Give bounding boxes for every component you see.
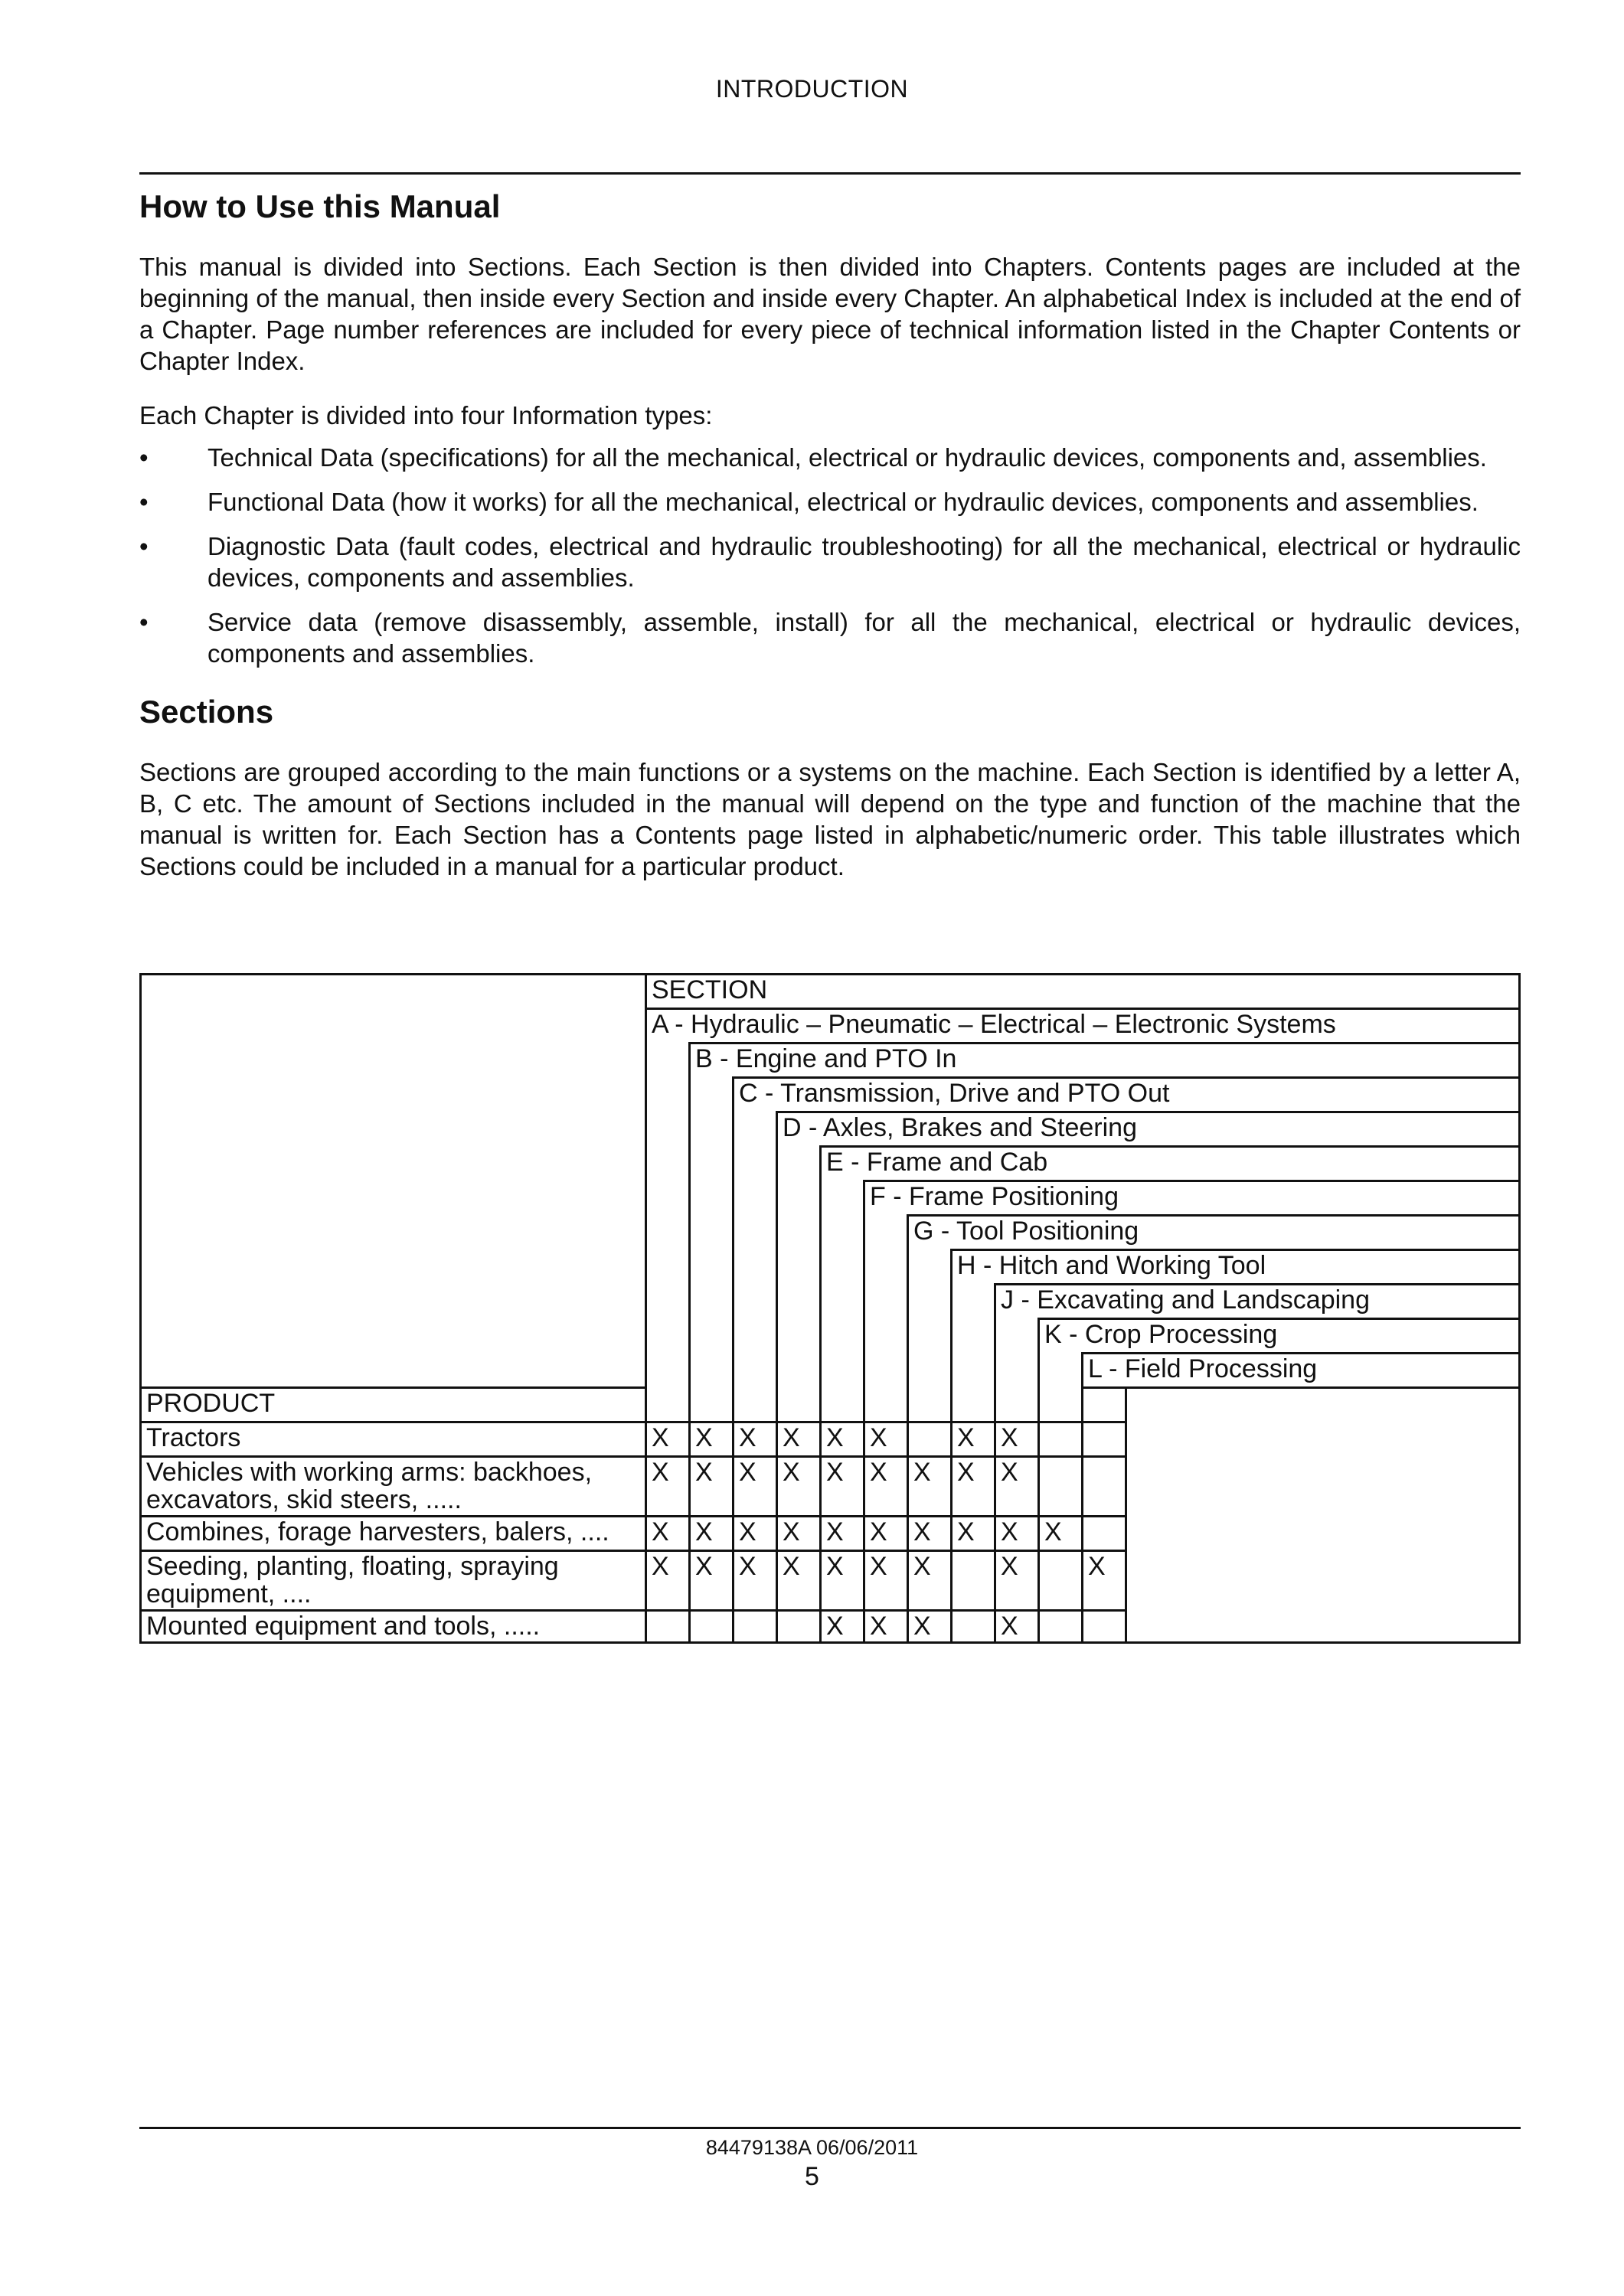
matrix-mark bbox=[688, 1515, 732, 1550]
matrix-mark-line: X bbox=[870, 1552, 887, 1581]
matrix-mark bbox=[732, 1609, 776, 1644]
matrix-mark bbox=[907, 1550, 950, 1609]
matrix-mark bbox=[776, 1609, 819, 1644]
section-label bbox=[994, 1283, 1521, 1318]
matrix-mark bbox=[819, 1421, 863, 1455]
matrix-mark-line: X bbox=[1001, 1517, 1018, 1546]
matrix-mark bbox=[1081, 1455, 1125, 1515]
matrix-mark-line: X bbox=[957, 1517, 975, 1546]
matrix-mark bbox=[1037, 1550, 1081, 1609]
matrix-mark-line: X bbox=[783, 1552, 800, 1581]
section-label-line: H - Hitch and Working Tool bbox=[957, 1251, 1266, 1280]
matrix-mark-line: X bbox=[739, 1458, 756, 1487]
matrix-mark bbox=[1037, 1515, 1081, 1550]
list-item-text: Diagnostic Data (fault codes, electrical and hydraulic troubleshooting) for all the mechanical, electrical or hydraulic devices, components and assemblies. bbox=[207, 532, 1521, 592]
matrix-mark bbox=[1081, 1515, 1125, 1550]
matrix-mark bbox=[863, 1515, 907, 1550]
matrix-mark bbox=[1081, 1550, 1125, 1609]
matrix-mark bbox=[1037, 1609, 1081, 1644]
matrix-mark bbox=[776, 1455, 819, 1515]
matrix-mark-line: X bbox=[783, 1423, 800, 1452]
matrix-mark-line: X bbox=[739, 1552, 756, 1581]
heading-sections: Sections bbox=[139, 694, 274, 730]
matrix-mark bbox=[732, 1455, 776, 1515]
matrix-mark bbox=[994, 1421, 1037, 1455]
matrix-mark-line: X bbox=[913, 1458, 931, 1487]
matrix-mark-line: X bbox=[739, 1517, 756, 1546]
matrix-mark bbox=[907, 1515, 950, 1550]
product-label-line: Seeding, planting, floating, spraying bbox=[146, 1552, 559, 1581]
matrix-mark bbox=[863, 1421, 907, 1455]
matrix-mark bbox=[645, 1455, 688, 1515]
matrix-mark-line: X bbox=[695, 1458, 713, 1487]
product-label bbox=[139, 1609, 645, 1644]
product-header bbox=[139, 1386, 645, 1421]
matrix-mark-line: X bbox=[870, 1423, 887, 1452]
matrix-mark-line: X bbox=[739, 1423, 756, 1452]
section-label bbox=[863, 1180, 1521, 1214]
matrix-mark bbox=[776, 1550, 819, 1609]
matrix-mark bbox=[776, 1421, 819, 1455]
matrix-mark bbox=[732, 1421, 776, 1455]
section-label bbox=[732, 1076, 1521, 1111]
product-label-line: Tractors bbox=[146, 1423, 241, 1452]
section-label-line: D - Axles, Brakes and Steering bbox=[783, 1113, 1138, 1142]
matrix-mark-line: X bbox=[957, 1423, 975, 1452]
matrix-mark bbox=[950, 1455, 994, 1515]
matrix-mark bbox=[1081, 1609, 1125, 1644]
list-item-text: Technical Data (specifications) for all the mechanical, electrical or hydraulic devices, components and, assemblies. bbox=[207, 443, 1487, 472]
section-label bbox=[1037, 1318, 1521, 1352]
matrix-mark bbox=[688, 1550, 732, 1609]
section-label bbox=[645, 1008, 1521, 1042]
matrix-mark-line: X bbox=[957, 1458, 975, 1487]
matrix-mark-line: X bbox=[913, 1517, 931, 1546]
bullet-icon: • bbox=[139, 532, 149, 560]
matrix-mark-line: X bbox=[1044, 1517, 1062, 1546]
matrix-mark-line: X bbox=[913, 1552, 931, 1581]
bullet-icon: • bbox=[139, 443, 149, 472]
matrix-mark bbox=[645, 1550, 688, 1609]
matrix-mark-line: X bbox=[826, 1517, 844, 1546]
matrix-mark-line: X bbox=[1001, 1423, 1018, 1452]
heading-how-to-use: How to Use this Manual bbox=[139, 188, 501, 224]
matrix-mark bbox=[907, 1421, 950, 1455]
matrix-mark bbox=[1037, 1421, 1081, 1455]
matrix-mark bbox=[819, 1609, 863, 1644]
product-label-line: Vehicles with working arms: backhoes, bbox=[146, 1458, 593, 1487]
section-label-line: E - Frame and Cab bbox=[826, 1148, 1048, 1177]
section-label bbox=[819, 1145, 1521, 1180]
section-label bbox=[950, 1249, 1521, 1283]
product-label bbox=[139, 1455, 645, 1515]
product-header-line: PRODUCT bbox=[146, 1389, 276, 1418]
information-types-list bbox=[139, 442, 1521, 669]
document-code: 84479138A 06/06/2011 bbox=[705, 2136, 919, 2159]
list-item bbox=[139, 531, 1521, 593]
page-number: 5 bbox=[805, 2162, 819, 2191]
matrix-mark bbox=[1081, 1421, 1125, 1455]
section-label bbox=[776, 1111, 1521, 1145]
section-header-line: SECTION bbox=[652, 975, 768, 1004]
section-label-line: G - Tool Positioning bbox=[913, 1217, 1139, 1246]
matrix-mark bbox=[994, 1455, 1037, 1515]
matrix-mark bbox=[819, 1550, 863, 1609]
matrix-mark-line: X bbox=[913, 1612, 931, 1641]
matrix-mark bbox=[863, 1550, 907, 1609]
section-label bbox=[907, 1214, 1521, 1249]
matrix-mark-line: X bbox=[695, 1517, 713, 1546]
matrix-mark-line: X bbox=[826, 1423, 844, 1452]
matrix-mark bbox=[863, 1455, 907, 1515]
matrix-mark bbox=[950, 1515, 994, 1550]
product-label bbox=[139, 1550, 645, 1609]
section-header bbox=[645, 973, 1521, 1008]
product-label-line: Mounted equipment and tools, ..... bbox=[146, 1612, 541, 1641]
list-item bbox=[139, 606, 1521, 669]
section-label-line: F - Frame Positioning bbox=[870, 1182, 1119, 1211]
matrix-mark bbox=[1037, 1455, 1081, 1515]
product-label-line: excavators, skid steers, ..... bbox=[146, 1485, 462, 1514]
matrix-mark bbox=[645, 1609, 688, 1644]
matrix-mark-line: X bbox=[1001, 1552, 1018, 1581]
matrix-mark bbox=[688, 1421, 732, 1455]
matrix-mark bbox=[994, 1515, 1037, 1550]
matrix-mark bbox=[819, 1455, 863, 1515]
product-label bbox=[139, 1515, 645, 1550]
matrix-mark-line: X bbox=[652, 1552, 669, 1581]
matrix-mark bbox=[863, 1609, 907, 1644]
matrix-mark-line: X bbox=[652, 1458, 669, 1487]
matrix-mark bbox=[776, 1515, 819, 1550]
list-item-text: Functional Data (how it works) for all the mechanical, electrical or hydraulic devices, components and assemblies. bbox=[207, 488, 1479, 516]
paragraph-manual-structure: This manual is divided into Sections. Each Section is then divided into Chapters. Contents pages are included at the beginning of the manual, then inside every Section and inside every Chapter. An alphabetical Index is included at the end of a Chapter. Page number references are included for every piece of technical information listed in the Chapter Contents or Chapter Index. bbox=[139, 253, 1521, 375]
section-row-line bbox=[1081, 1386, 1521, 1389]
matrix-mark bbox=[907, 1609, 950, 1644]
matrix-mark bbox=[732, 1515, 776, 1550]
matrix-mark-line: X bbox=[870, 1612, 887, 1641]
matrix-mark bbox=[950, 1550, 994, 1609]
matrix-mark-line: X bbox=[870, 1517, 887, 1546]
page-content bbox=[139, 182, 1521, 882]
section-label-line: C - Transmission, Drive and PTO Out bbox=[739, 1079, 1170, 1108]
matrix-mark bbox=[819, 1515, 863, 1550]
section-label-line: B - Engine and PTO In bbox=[695, 1044, 957, 1073]
section-label bbox=[1081, 1352, 1521, 1386]
matrix-mark-line: X bbox=[695, 1423, 713, 1452]
matrix-mark bbox=[950, 1609, 994, 1644]
matrix-mark-line: X bbox=[652, 1517, 669, 1546]
product-label-line: Combines, forage harvesters, balers, .... bbox=[146, 1517, 609, 1546]
bullet-icon: • bbox=[139, 608, 149, 636]
section-label bbox=[688, 1042, 1521, 1076]
bullet-icon: • bbox=[139, 488, 149, 516]
matrix-mark bbox=[688, 1455, 732, 1515]
paragraph-information-types-intro: Each Chapter is divided into four Information types: bbox=[139, 401, 713, 429]
list-item-text: Service data (remove disassembly, assemble, install) for all the mechanical, electrical or hydraulic devices, components and assemblies. bbox=[207, 608, 1521, 668]
matrix-mark bbox=[732, 1550, 776, 1609]
matrix-mark-line: X bbox=[826, 1552, 844, 1581]
matrix-mark-line: X bbox=[652, 1423, 669, 1452]
matrix-mark-line: X bbox=[826, 1458, 844, 1487]
matrix-mark bbox=[688, 1609, 732, 1644]
section-label-line: A - Hydraulic – Pneumatic – Electrical – Electronic Systems bbox=[652, 1010, 1336, 1039]
running-header: INTRODUCTION bbox=[715, 75, 909, 103]
section-label-line: J - Excavating and Landscaping bbox=[1001, 1285, 1370, 1315]
product-label-line: equipment, .... bbox=[146, 1579, 312, 1609]
paragraph-sections-description: Sections are grouped according to the main functions or a systems on the machine. Each Section is identified by a letter A, B, C etc. The amount of Sections included in the manual will depend on the type and function of the machine that the manual is written for. Each Section has a Contents page listed in alphabetic/numeric order. This table illustrates which Sections could be included in a manual for a particular product. bbox=[139, 758, 1521, 880]
column-line bbox=[1125, 1386, 1127, 1644]
footer-rule bbox=[139, 2127, 1521, 2129]
matrix-mark bbox=[645, 1421, 688, 1455]
section-product-matrix bbox=[139, 973, 1521, 1644]
matrix-mark-line: X bbox=[1088, 1552, 1106, 1581]
matrix-mark bbox=[994, 1550, 1037, 1609]
header-rule bbox=[139, 172, 1521, 175]
matrix-mark-line: X bbox=[826, 1612, 844, 1641]
matrix-mark-line: X bbox=[1001, 1612, 1018, 1641]
matrix-mark bbox=[645, 1515, 688, 1550]
section-label-line: K - Crop Processing bbox=[1044, 1320, 1278, 1349]
matrix-mark-line: X bbox=[783, 1517, 800, 1546]
matrix-mark-line: X bbox=[1001, 1458, 1018, 1487]
matrix-mark-line: X bbox=[783, 1458, 800, 1487]
list-item bbox=[139, 442, 1521, 473]
matrix-mark bbox=[994, 1609, 1037, 1644]
matrix-mark-line: X bbox=[870, 1458, 887, 1487]
section-label-line: L - Field Processing bbox=[1088, 1354, 1318, 1383]
product-label bbox=[139, 1421, 645, 1455]
matrix-mark-line: X bbox=[695, 1552, 713, 1581]
list-item bbox=[139, 486, 1521, 518]
matrix-mark bbox=[950, 1421, 994, 1455]
matrix-mark bbox=[907, 1455, 950, 1515]
